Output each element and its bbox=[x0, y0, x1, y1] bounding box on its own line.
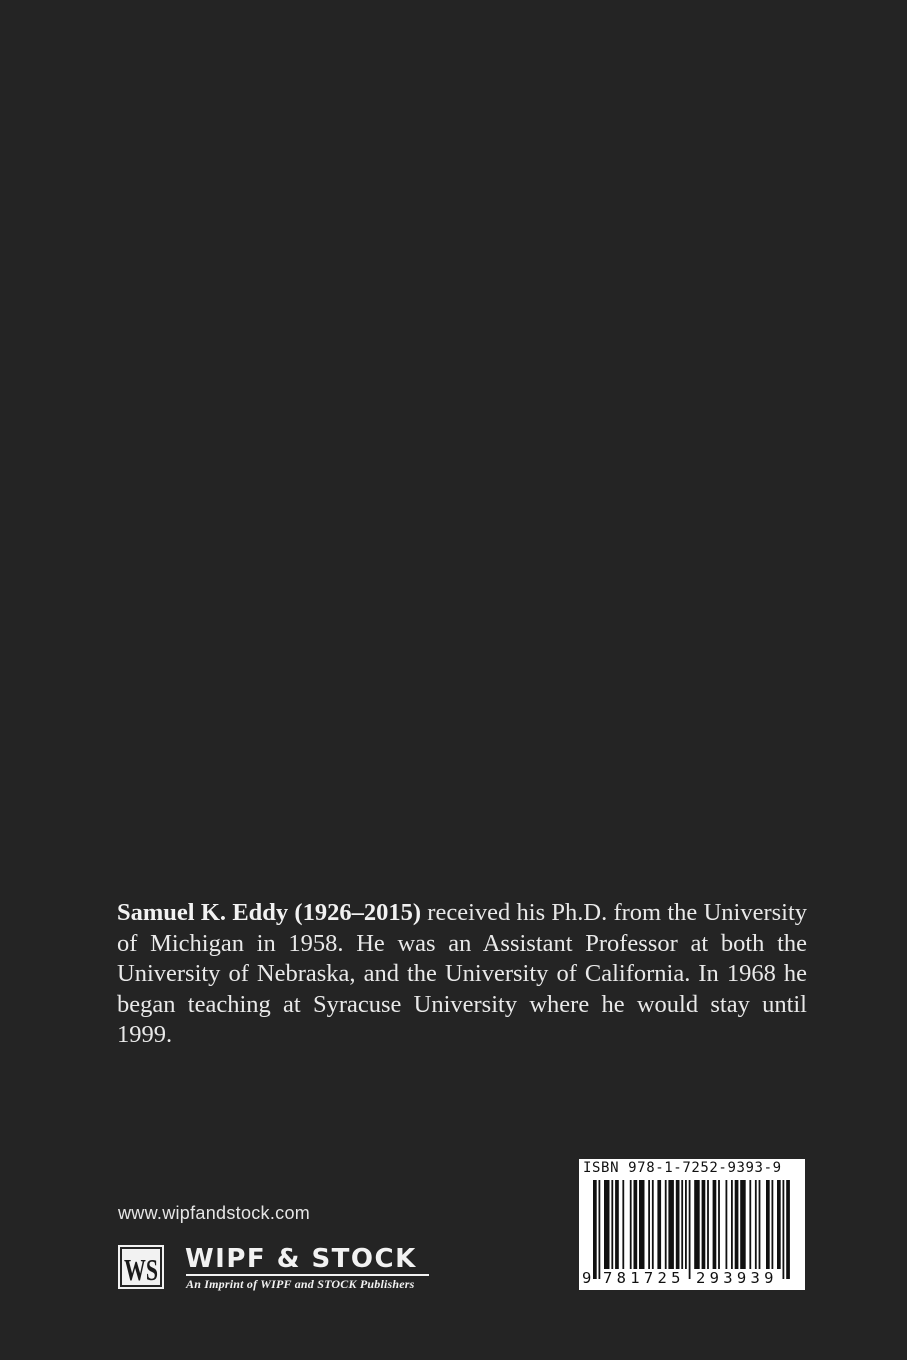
barcode-bar bbox=[766, 1180, 770, 1269]
barcode-bar bbox=[622, 1180, 624, 1269]
barcode-bar bbox=[749, 1180, 751, 1269]
barcode-bar bbox=[630, 1180, 632, 1269]
barcode-bar bbox=[665, 1180, 667, 1269]
barcode-bar bbox=[611, 1180, 613, 1269]
barcode-bar bbox=[772, 1180, 774, 1269]
barcode-bar bbox=[786, 1180, 790, 1279]
author-bio bbox=[117, 898, 807, 1051]
barcode-bar bbox=[604, 1180, 610, 1269]
barcode-bar bbox=[726, 1180, 728, 1269]
barcode-bar bbox=[599, 1180, 601, 1279]
barcode-bar bbox=[615, 1180, 619, 1269]
barcode-digit-first: 9 bbox=[582, 1269, 592, 1287]
barcode-bar bbox=[689, 1180, 691, 1279]
barcode-digits-right: 293939 bbox=[696, 1269, 778, 1287]
barcode-bar bbox=[685, 1180, 687, 1269]
barcode-bar bbox=[740, 1180, 746, 1269]
barcode-bar bbox=[735, 1180, 739, 1269]
barcode-bar bbox=[652, 1180, 654, 1269]
barcode-bar bbox=[681, 1180, 683, 1269]
barcode-bar bbox=[755, 1180, 757, 1269]
isbn-barcode bbox=[579, 1159, 805, 1290]
barcode-bar bbox=[593, 1180, 597, 1279]
barcode-bar bbox=[639, 1180, 645, 1269]
barcode-digits bbox=[579, 1268, 805, 1288]
barcode-bar bbox=[783, 1180, 785, 1279]
svg-text:WS: WS bbox=[124, 1252, 158, 1287]
author-bio-text: received his Ph.D. from the University of Michigan in 1958. He was an Assistant Professor at both the University of Nebraska, and the University of California. In 1968 he began teaching at Syracuse University where he would stay until 1999. bbox=[117, 899, 808, 1048]
barcode-bar bbox=[777, 1180, 781, 1269]
barcode-bar bbox=[676, 1180, 680, 1269]
publisher-imprint: An Imprint of WIPF and STOCK Publishers bbox=[186, 1277, 415, 1291]
barcode-bar bbox=[694, 1180, 700, 1269]
barcode-bar bbox=[759, 1180, 761, 1269]
publisher-logo-icon bbox=[118, 1245, 164, 1289]
barcode-bar bbox=[731, 1180, 733, 1269]
ws-monogram-icon bbox=[118, 1245, 164, 1289]
barcode-bar bbox=[707, 1180, 709, 1269]
barcode-bar bbox=[634, 1180, 638, 1269]
barcode-digits-left: 781725 bbox=[603, 1269, 685, 1287]
barcode-bar bbox=[657, 1180, 661, 1269]
barcode-bar bbox=[718, 1180, 720, 1269]
publisher-url[interactable]: www.wipfandstock.com bbox=[118, 1203, 311, 1223]
barcode-bar bbox=[668, 1180, 674, 1269]
isbn-label: ISBN 978-1-7252-9393-9 bbox=[583, 1160, 782, 1176]
barcode-bar bbox=[702, 1180, 706, 1269]
author-name: Samuel K. Eddy (1926–2015) bbox=[117, 899, 422, 926]
publisher-divider bbox=[186, 1274, 429, 1276]
barcode-bar bbox=[648, 1180, 650, 1269]
barcode-bar bbox=[713, 1180, 717, 1269]
publisher-name: WIPF & STOCK bbox=[185, 1244, 417, 1274]
